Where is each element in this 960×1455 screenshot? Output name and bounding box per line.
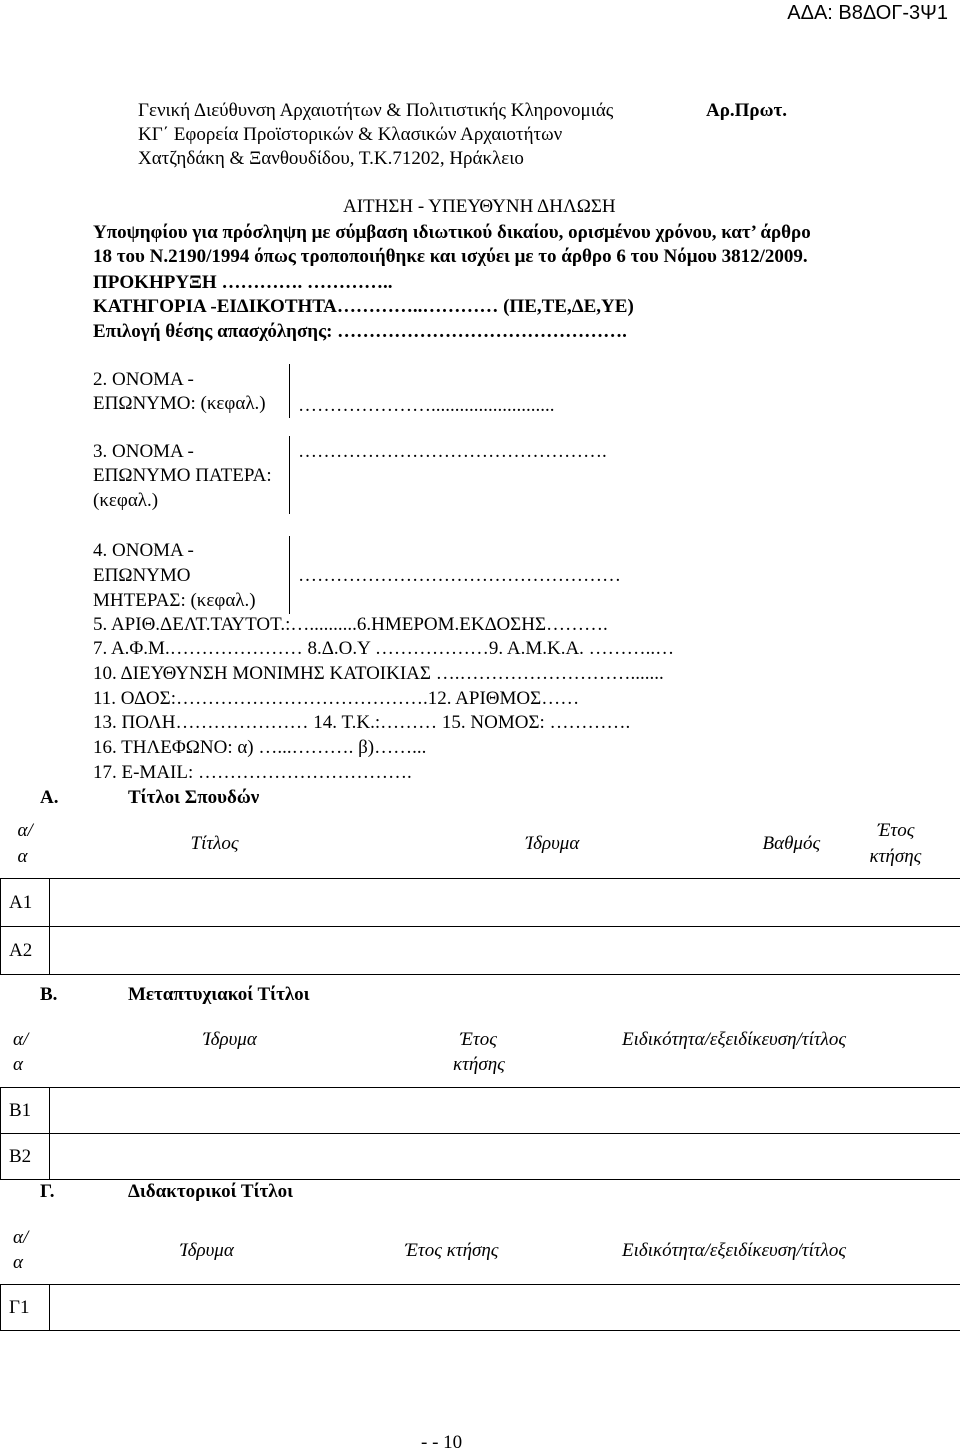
field-11-street-line[interactable]: 11. ΟΔΟΣ:………………………………….12. ΑΡΙΘΜΟΣ…… xyxy=(93,688,580,709)
field-10-address-line[interactable]: 10. ΔΙΕΥΘΥΝΣΗ ΜΟΝΙΜΗΣ ΚΑΤΟΙΚΙΑΣ ….………………………....... xyxy=(93,663,664,684)
field-2-label-b: ΕΠΩΝΥΜΟ: (κεφαλ.) xyxy=(93,393,266,414)
ada-code: ΑΔΑ: Β8ΔΟΓ-3Ψ1 xyxy=(787,2,948,24)
c-col-institution: Ίδρυμα xyxy=(180,1240,234,1261)
col-grade: Βαθμός xyxy=(762,833,821,854)
section-a-letter: Α. xyxy=(40,787,59,808)
col-title: Τίτλος xyxy=(190,833,239,854)
field-7-tax-line[interactable]: 7. Α.Φ.Μ.………………… 8.Δ.Ο.Υ ………………9. Α.Μ.Κ.Α. ………..… xyxy=(93,638,675,659)
authority-line-1: Γενική Διεύθυνση Αρχαιοτήτων & Πολιτιστικής Κληρονομιάς xyxy=(138,100,614,121)
c-col-year: Έτος κτήσης xyxy=(405,1240,499,1261)
field-2-label-a: 2. ΟΝΟΜΑ - xyxy=(93,369,194,390)
col-year-2: κτήσης xyxy=(869,846,922,867)
b-col-year-1: Έτος xyxy=(460,1029,497,1050)
b-col-specialty: Ειδικότητα/εξειδίκευση/τίτλος xyxy=(622,1029,847,1050)
intro-line-1: Υποψηφίου για πρόσληψη με σύμβαση ιδιωτικού δικαίου, ορισμένου χρόνου, κατ’ άρθρο xyxy=(93,222,811,243)
field-3-value[interactable]: …………………………………………. xyxy=(298,441,607,462)
b-col-institution: Ίδρυμα xyxy=(203,1029,257,1050)
field-4-label-a: 4. ΟΝΟΜΑ - xyxy=(93,540,194,561)
page-number: - - 10 xyxy=(421,1432,463,1453)
section-b-table xyxy=(0,1087,960,1180)
row-c1-label: Γ1 xyxy=(1,1285,50,1331)
field-4-value[interactable]: …………………………………………… xyxy=(298,565,621,586)
c-col-aa-2: α xyxy=(13,1252,23,1273)
authority-line-2: ΚΓ΄ Εφορεία Προϊστορικών & Κλασικών Αρχαιοτήτων xyxy=(138,124,563,145)
row-a1-cell[interactable] xyxy=(50,879,960,927)
field-4-label-b: ΕΠΩΝΥΜΟ xyxy=(93,565,191,586)
field-17-email-line[interactable]: 17. E-MAIL: ……………………………. xyxy=(93,762,412,783)
section-a-header xyxy=(1,810,960,879)
row-b1-cell[interactable] xyxy=(50,1088,960,1134)
row-c1-cell[interactable] xyxy=(50,1285,960,1331)
section-a-title: Τίτλοι Σπουδών xyxy=(128,787,260,808)
field-3-label-a: 3. ΟΝΟΜΑ - xyxy=(93,441,194,462)
authority-line-3: Χατζηδάκη & Ξανθουδίδου, Τ.Κ.71202, Ηράκλειο xyxy=(138,148,524,169)
field-3-label-b: ΕΠΩΝΥΜΟ ΠΑΤΕΡΑ: xyxy=(93,465,272,486)
c-col-specialty: Ειδικότητα/εξειδίκευση/τίτλος xyxy=(622,1240,847,1261)
section-c-letter: Γ. xyxy=(40,1181,55,1202)
row-b2-cell[interactable] xyxy=(50,1134,960,1180)
col-aa-2: α xyxy=(17,846,28,867)
field-16-phone-line[interactable]: 16. ΤΗΛΕΦΩΝΟ: α) …...………. β)……... xyxy=(93,737,427,758)
form-title: ΑΙΤΗΣΗ - ΥΠΕΥΘΥΝΗ ΔΗΛΩΣΗ xyxy=(343,196,616,217)
field-3-separator xyxy=(289,436,290,514)
row-a2-label: Α2 xyxy=(1,927,50,975)
row-a1-label: Α1 xyxy=(1,879,50,927)
col-institution: Ίδρυμα xyxy=(525,833,580,854)
row-b2-label: Β2 xyxy=(1,1134,50,1180)
position-choice-line: Επιλογή θέσης απασχόλησης: ………………………………………. xyxy=(93,321,627,342)
col-aa-1: α/ xyxy=(17,820,33,841)
section-a-table xyxy=(0,810,960,975)
protocol-label: Αρ.Πρωτ. xyxy=(706,100,787,121)
section-c-table xyxy=(0,1284,960,1331)
field-13-city-line[interactable]: 13. ΠΟΛΗ………………… 14. Τ.Κ.:……… 15. ΝΟΜΟΣ: …………. xyxy=(93,712,631,733)
proclamation-line: ΠΡΟΚΗΡΥΞΗ …………. ………….. xyxy=(93,272,393,293)
row-b1-label: Β1 xyxy=(1,1088,50,1134)
section-b-title: Μεταπτυχιακοί Τίτλοι xyxy=(128,984,310,1005)
category-line: ΚΑΤΗΓΟΡΙΑ -ΕΙΔΙΚΟΤΗΤΑ…………..………… (ΠΕ,ΤΕ,ΔΕ,ΥΕ) xyxy=(93,296,634,317)
field-4-label-c: ΜΗΤΕΡΑΣ: (κεφαλ.) xyxy=(93,590,256,611)
field-2-separator xyxy=(289,364,290,418)
c-col-aa-1: α/ xyxy=(13,1227,29,1248)
field-2-value[interactable]: ………………….......................... xyxy=(298,395,555,416)
intro-line-2: 18 του Ν.2190/1994 όπως τροποποιήθηκε και ισχύει με το άρθρο 6 του Νόμου 3812/2009. xyxy=(93,246,808,267)
b-col-aa-2: α xyxy=(13,1054,23,1075)
row-a2-cell[interactable] xyxy=(50,927,960,975)
field-5-id-line[interactable]: 5. ΑΡΙΘ.ΔΕΛΤ.ΤΑΥΤΟΤ.:…..........6.ΗΜΕΡΟΜ.ΕΚΔΟΣΗΣ………. xyxy=(93,614,608,635)
section-c-title: Διδακτορικοί Τίτλοι xyxy=(128,1181,293,1202)
b-col-aa-1: α/ xyxy=(13,1029,29,1050)
col-year-1: Έτος xyxy=(877,820,915,841)
field-4-separator xyxy=(289,536,290,614)
field-3-label-c: (κεφαλ.) xyxy=(93,490,159,511)
section-b-letter: Β. xyxy=(40,984,58,1005)
b-col-year-2: κτήσης xyxy=(453,1054,505,1075)
